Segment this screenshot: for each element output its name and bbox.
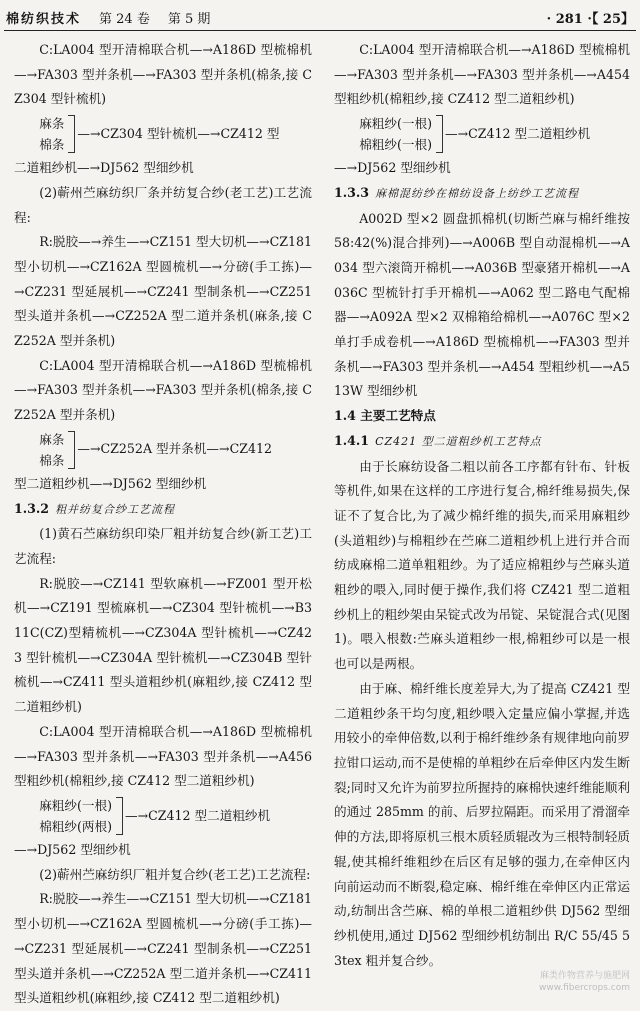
section-number: 1.3.3 xyxy=(334,184,370,200)
merge-source: 棉条 xyxy=(39,452,65,468)
merge-bracket xyxy=(14,795,312,837)
section-heading xyxy=(334,181,630,207)
journal-name: 棉纺织技术 xyxy=(6,11,82,27)
right-column xyxy=(334,38,630,973)
bracket-line xyxy=(436,115,443,153)
merge-source: 麻条 xyxy=(39,116,65,132)
merge-source: 麻粗纱(一根) xyxy=(39,797,112,813)
section-heading xyxy=(334,429,630,455)
paragraph: A002D 型×2 圆盘抓棉机(切断苎麻与棉纤维按 58:42(%)混合排列)—→A006B 型自动混棉机—→A034 型六滚筒开棉机—→A036B 型豪猪开棉机—→A036C 型梳针打手开棉机—→A062 型二路电气配棉器—→A092A 型×2 双棉箱给棉机—→A076C 型×2 单打手成卷机—→A186D 型梳棉机—→FA303 型并条机—→FA303 型并条机—→A454 型粗纱机—→A513W 型细纱机 xyxy=(334,210,630,399)
bracket-line xyxy=(116,797,123,835)
paragraph: (1)黄石苎麻纺织印染厂粗并纺复合纱(新工艺)工艺流程: xyxy=(14,526,312,566)
left-column xyxy=(14,38,312,1011)
section-title: 粗并纺复合纱工艺流程 xyxy=(55,502,176,516)
paragraph: C:LA004 型开清棉联合机—→A186D 型梳棉机—→FA303 型并条机—→FA303 型并条机—→A454 型粗纱机(棉粗纱,接 CZ412 型二道粗纱机) xyxy=(334,42,630,107)
merge-bracket xyxy=(334,113,630,155)
watermark-line: 麻类作物营养与施肥网 xyxy=(539,971,630,981)
watermark-line: www.fibercrops.com xyxy=(539,983,630,993)
merge-bracket xyxy=(14,429,312,471)
merge-source: 棉粗纱(一根) xyxy=(359,137,432,153)
paragraph: (2)蕲州苎麻纺织厂条并纺复合纱(老工艺)工艺流程: xyxy=(14,184,312,225)
paragraph: C:LA004 型开清棉联合机—→A186D 型梳棉机—→FA303 型并条机—→FA303 型并条机(棉条,接 CZ304 型针梳机) xyxy=(14,42,312,107)
issue: 第 5 期 xyxy=(167,11,211,27)
merge-source: 棉粗纱(两根) xyxy=(39,818,112,834)
paragraph: R:脱胶—→养生—→CZ151 型大切机—→CZ181 型小切机—→CZ162A 型圆梳机—→分磅(手工拣)—→CZ231 型延展机—→CZ241 型制条机—→CZ251 型头道并条机—→CZ252A 型二道并条机—→CZ411 型头道粗纱机(麻粗纱,接 CZ412 型二道粗纱机) xyxy=(14,891,312,1006)
section-number: 1.3.2 xyxy=(14,500,50,516)
header-rule xyxy=(4,30,636,31)
bracket-line xyxy=(68,431,75,469)
page-number: · 281 ·【 25】 xyxy=(546,11,634,27)
merge-source: 麻粗纱(一根) xyxy=(359,116,432,132)
section-number: 1.4.1 xyxy=(334,432,370,448)
merge-source: 麻条 xyxy=(39,431,65,447)
paragraph: —→DJ562 型细纱机 xyxy=(14,841,131,857)
merge-bracket xyxy=(14,113,312,155)
merge-target: —→CZ252A 型并条机—→CZ412 xyxy=(77,441,272,457)
merge-target: —→CZ304 型针梳机—→CZ412 型 xyxy=(77,125,280,141)
volume: 第 24 卷 xyxy=(99,11,150,27)
running-header xyxy=(6,6,634,28)
section-heading: 1.4 主要工艺特点 xyxy=(334,408,436,424)
paragraph: 型二道粗纱机—→DJ562 型细纱机 xyxy=(14,475,207,491)
bracket-line xyxy=(68,115,75,153)
merge-source: 棉条 xyxy=(39,137,65,153)
paragraph: R:脱胶—→养生—→CZ151 型大切机—→CZ181 型小切机—→CZ162A 型圆梳机—→分磅(手工拣)—→CZ231 型延展机—→CZ241 型制条机—→CZ251 型头道并条机—→CZ252A 型二道并条机(麻条,接 CZ252A 型并条机) xyxy=(14,234,312,349)
paragraph: R:脱胶—→CZ141 型软麻机—→FZ001 型开松机—→CZ191 型梳麻机—→CZ304 型针梳机—→B311C(CZ)型精梳机—→CZ304A 型针梳机—→CZ423 型针梳机—→CZ304A 型针梳机—→CZ304B 型针梳机—→CZ411 型头道粗纱机(麻粗纱,接 CZ412 型二道粗纱机) xyxy=(14,575,312,715)
merge-target: —→CZ412 型二道粗纱机 xyxy=(444,125,591,141)
merge-target: —→CZ412 型二道粗纱机 xyxy=(124,807,271,823)
section-title: 麻棉混纺纱在棉纺设备上纺纱工艺流程 xyxy=(375,186,580,200)
section-heading xyxy=(14,497,312,523)
paragraph: 二道粗纱机—→DJ562 型细纱机 xyxy=(14,160,194,176)
paragraph: C:LA004 型开清棉联合机—→A186D 型梳棉机—→FA303 型并条机—→FA303 型并条机(棉条,接 CZ252A 型并条机) xyxy=(14,357,312,423)
paragraph: (2)蕲州苎麻纺织厂粗并复合纱(老工艺)工艺流程: xyxy=(39,866,311,882)
paragraph: C:LA004 型开清棉联合机—→A186D 型梳棉机—→FA303 型并条机—→FA303 型并条机—→A456 型粗纱机(棉粗纱,接 CZ412 型二道粗纱机) xyxy=(14,723,312,789)
paragraph: 由于麻、棉纤维长度差异大,为了提高 CZ421 型二道粗纱条干均匀度,粗纱喂入定量应偏小掌握,并选用较小的牵伸倍数,以利于棉纤维纱条有规律地向前罗拉钳口运动,而不是使棉的单粗纱在后牵伸区内发生断裂;同时又允许为前罗拉所握持的麻棉快速纤维能顺利的通过 285mm 的前、后罗拉隔距。而采用了滑溜牵伸的方法,即将原机三根木质轻质辊改为三根特制轻质辊,使其棉纤维粗纱在后区有足够的强力,在牵伸区内向前运动而不断裂,稳定麻、棉纤维在牵伸区内正常运动,纺制出含苎麻、棉的单根二道粗纱供 DJ562 型细纱机使用,通过 DJ562 型细纱机纺制出 R/C 55/45 53tex 粗并复合纱。 xyxy=(334,680,630,968)
watermark xyxy=(539,970,630,994)
paragraph: —→DJ562 型细纱机 xyxy=(334,160,451,176)
section-title: CZ421 型二道粗纱机工艺特点 xyxy=(375,434,542,448)
paragraph: 由于长麻纺设备二粗以前各工序都有针布、针板等机件,如果在这样的工序进行复合,棉纤维易损失,保证不了复合比,为了减少棉纤维的损失,而采用麻粗纱(头道粗纱)与棉粗纱在苎麻二道粗纱机上进行并合而纺成麻棉二道单粗粗纱。为了适应棉粗纱与苎麻头道粗纱的喂入,同时便于操作,我们将 CZ421 型二道粗纱机上的粗纱架由呆锭式改为吊锭、呆锭混合式(见图 1)。喂入根数:苎麻头道粗纱一根,棉粗纱可以是一根也可以是两根。 xyxy=(334,458,630,672)
